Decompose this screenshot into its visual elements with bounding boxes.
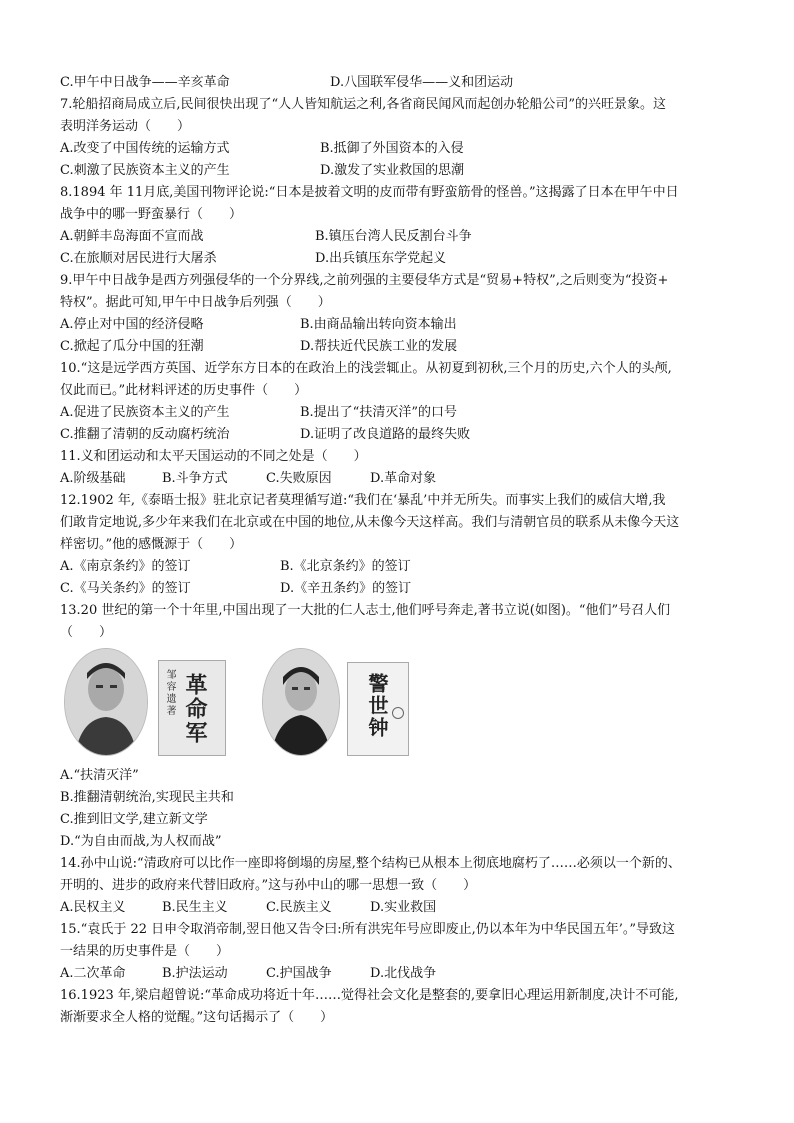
q13-stem-line-2: （ ） — [60, 625, 113, 640]
q12-option-c: C.《马关条约》的签订 — [60, 581, 191, 596]
q16-stem-line-1: 16.1923 年,梁启超曾说:“革命成功将近十年……觉得社会文化是整套的,要拿旧心理运用新制度,决计不可能, — [60, 988, 679, 1003]
q9-option-a: A.停止对中国的经济侵略 — [60, 317, 204, 332]
q13-option-a: A.“扶清灭洋” — [60, 768, 139, 783]
q12-stem-line-1: 12.1902 年,《泰晤士报》驻北京记者莫理循写道:“我们在‘暴乱’中并无所失。而事实上我们的威信大增,我 — [60, 493, 666, 508]
q14-option-d: D.实业救国 — [370, 900, 437, 915]
q11-stem: 11.义和团运动和太平天国运动的不同之处是（ ） — [60, 449, 367, 464]
q14-option-a: A.民权主义 — [60, 900, 126, 915]
q7-option-b: B.抵御了外国资本的入侵 — [320, 141, 464, 156]
book-title-jingshi-zhong: 警世钟 — [365, 673, 389, 739]
book-cover-jingshi-zhong — [347, 662, 409, 756]
q9-stem-line-2: 特权”。据此可知,甲午中日战争后列强（ ） — [60, 295, 331, 310]
q12-option-b: B.《北京条约》的签订 — [280, 559, 411, 574]
q11-option-a: A.阶级基础 — [60, 471, 126, 486]
q15-stem-line-2: 一结果的历史事件是（ ） — [60, 944, 230, 959]
q7-option-c: C.刺激了民族资本主义的产生 — [60, 163, 230, 178]
q10-option-d: D.证明了改良道路的最终失败 — [300, 427, 471, 442]
q10-stem-line-2: 仅此而已。”此材料评述的历史事件（ ） — [60, 383, 308, 398]
q7-option-a: A.改变了中国传统的运输方式 — [60, 141, 230, 156]
q8-option-a: A.朝鲜丰岛海面不宣而战 — [60, 229, 204, 244]
q9-option-b: B.由商品输出转向资本输出 — [300, 317, 457, 332]
seal-icon — [392, 707, 404, 719]
q11-option-c: C.失败原因 — [266, 471, 332, 486]
q10-option-c: C.推翻了清朝的反动腐朽统治 — [60, 427, 230, 442]
q15-option-b: B.护法运动 — [162, 966, 228, 981]
q15-option-a: A.二次革命 — [60, 966, 126, 981]
q9-option-c: C.掀起了瓜分中国的狂潮 — [60, 339, 204, 354]
q14-option-c: C.民族主义 — [266, 900, 332, 915]
q8-option-d: D.出兵镇压东学党起义 — [315, 251, 447, 266]
q12-option-d: D.《辛丑条约》的签订 — [280, 581, 412, 596]
q7-stem-line-2: 表明洋务运动（ ） — [60, 119, 191, 134]
q15-stem-line-1: 15.“袁氏于 22 日申令取消帝制,翌日他又告令曰:所有洪宪年号应即废止,仍以本年为中华民国五年’。”导致这 — [60, 922, 676, 937]
q13-option-b: B.推翻清朝统治,实现民主共和 — [60, 790, 234, 805]
q6-option-c: C.甲午中日战争——辛亥革命 — [60, 75, 230, 90]
q15-option-c: C.护国战争 — [266, 966, 332, 981]
q9-option-d: D.帮扶近代民族工业的发展 — [300, 339, 458, 354]
book-side-label: 邹容遗著 — [164, 669, 175, 717]
q10-option-a: A.促进了民族资本主义的产生 — [60, 405, 230, 420]
q12-stem-line-3: 样密切。”他的感慨源于（ ） — [60, 537, 243, 552]
q14-option-b: B.民生主义 — [162, 900, 228, 915]
q10-option-b: B.提出了“扶清灭洋”的口号 — [300, 405, 457, 420]
portrait-zou-rong-image — [64, 648, 148, 756]
q8-stem-line-1: 8.1894 年 11月底,美国刊物评论说:“日本是披着文明的皮而带有野蛮筋骨的怪兽。”这揭露了日本在甲午中日 — [60, 185, 679, 200]
portrait-chen-tianhua-image — [262, 648, 340, 756]
book-cover-geming-jun — [158, 660, 226, 756]
q7-option-d: D.激发了实业救国的思潮 — [320, 163, 465, 178]
q16-stem-line-2: 渐渐要求全人格的觉醒。”这句话揭示了（ ） — [60, 1010, 334, 1025]
q6-option-d: D.八国联军侵华——义和团运动 — [330, 75, 514, 90]
q7-stem-line-1: 7.轮船招商局成立后,民间很快出现了“人人皆知航运之利,各省商民闻风而起创办轮船公司”的兴旺景象。这 — [60, 97, 666, 112]
q10-stem-line-1: 10.“这是远学西方英国、近学东方日本的在政治上的浅尝辄止。从初夏到初秋,三个月的历史,六个人的头颅, — [60, 361, 672, 376]
q8-option-b: B.镇压台湾人民反割台斗争 — [315, 229, 472, 244]
q13-option-d: D.“为自由而战,为人权而战” — [60, 834, 222, 849]
book-title-geming-jun: 革命军 — [182, 673, 208, 745]
q14-stem-line-2: 开明的、进步的政府来代替旧政府。”这与孙中山的哪一思想一致（ ） — [60, 878, 477, 893]
q8-option-c: C.在旅顺对居民进行大屠杀 — [60, 251, 217, 266]
q12-stem-line-2: 们敢肯定地说,多少年来我们在北京或在中国的地位,从未像今天这样高。我们与清朝官员的联系从未像今天这 — [60, 515, 680, 530]
q8-stem-line-2: 战争中的哪一野蛮暴行（ ） — [60, 207, 243, 222]
q14-stem-line-1: 14.孙中山说:“清政府可以比作一座即将倒塌的房屋,整个结构已从根本上彻底地腐朽了……必须以一个新的、 — [60, 856, 681, 871]
q11-option-b: B.斗争方式 — [162, 471, 228, 486]
q12-option-a: A.《南京条约》的签订 — [60, 559, 191, 574]
q9-stem-line-1: 9.甲午中日战争是西方列强侵华的一个分界线,之前列强的主要侵华方式是“贸易+特权”,之后则变为“投资+ — [60, 273, 669, 288]
q15-option-d: D.北伐战争 — [370, 966, 437, 981]
q13-option-c: C.推到旧文学,建立新文学 — [60, 812, 208, 827]
q13-stem-line-1: 13.20 世纪的第一个十年里,中国出现了一大批的仁人志士,他们呼号奔走,著书立说(如图)。“他们”号召人们 — [60, 603, 671, 618]
q11-option-d: D.革命对象 — [370, 471, 437, 486]
